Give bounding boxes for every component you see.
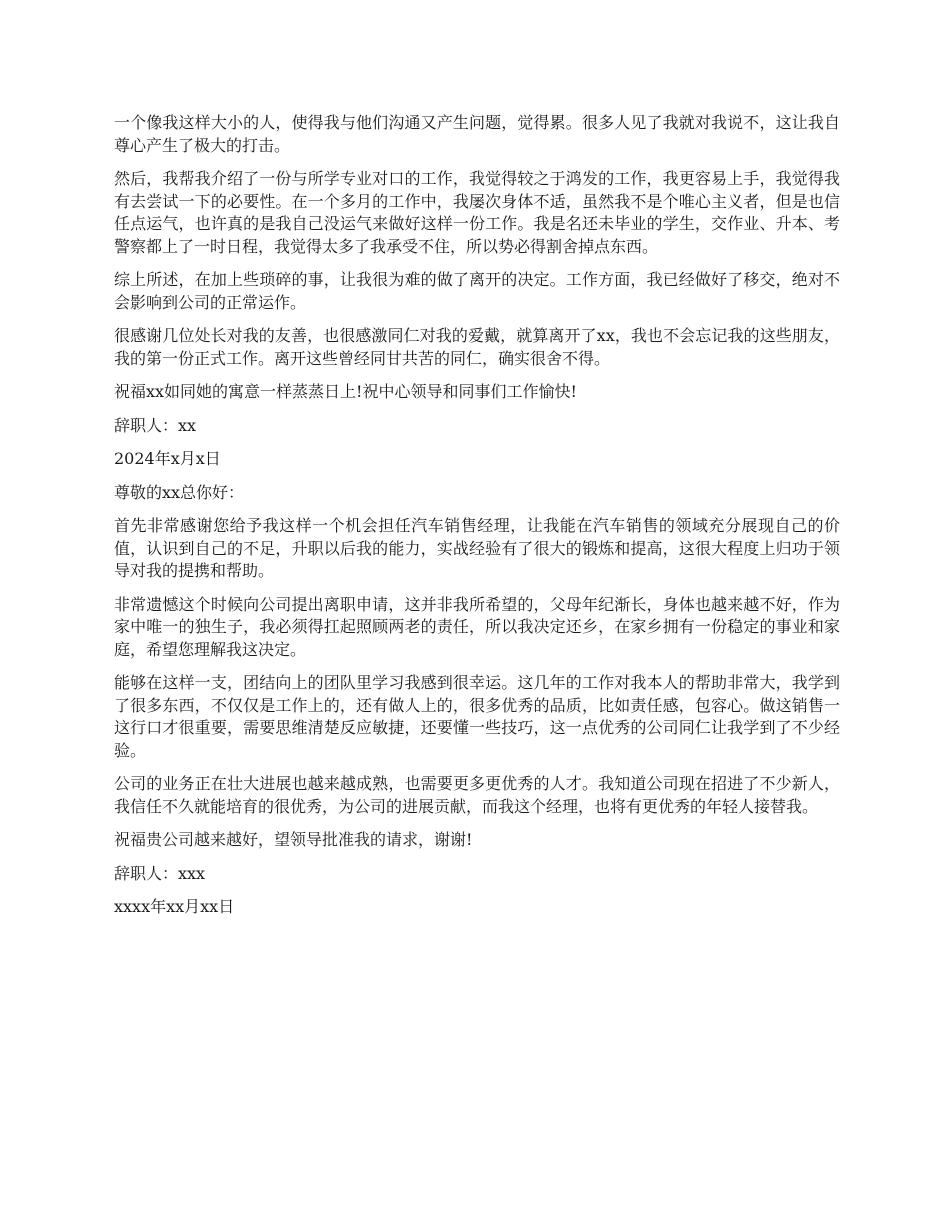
- date-line: 2024年x月x日: [114, 449, 221, 468]
- paragraph: 很感谢几位处长对我的友善，也很感激同仁对我的爱戴，就算离开了xx，我也不会忘记我的这些朋友，我的第一份正式工作。离开这些曾经同甘共苦的同仁，确实很舍不得。: [114, 326, 840, 368]
- paragraph: 公司的业务正在壮大进展也越来越成熟，也需要更多更优秀的人才。我知道公司现在招进了不少新人，我信任不久就能培育的很优秀，为公司的进展贡献，而我这个经理，也将有更优秀的年轻人接替我。: [114, 774, 840, 816]
- signature-line: 辞职人：xx: [114, 415, 197, 435]
- salutation: 尊敬的xx总你好：: [114, 482, 245, 502]
- paragraph: 综上所述，在加上些琐碎的事，让我很为难的做了离开的决定。工作方面，我已经做好了移交，绝对不会影响到公司的正常运作。: [114, 270, 840, 312]
- paragraph: 祝福贵公司越来越好，望领导批准我的请求，谢谢!: [114, 830, 473, 849]
- signature-line: 辞职人：xxx: [114, 863, 206, 883]
- paragraph: 能够在这样一支，团结向上的团队里学习我感到很幸运。这几年的工作对我本人的帮助非常大，我学到了很多东西，不仅仅是工作上的，还有做人上的，很多优秀的品质，比如责任感，包容心。做这销售一这行口才很重要，需要思维清楚反应敏捷，还要懂一些技巧，这一点优秀的公司同仁让我学到了不少经验。: [114, 673, 840, 760]
- paragraph: 祝福xx如同她的寓意一样蒸蒸日上!祝中心领导和同事们工作愉快!: [114, 382, 577, 401]
- date-line: xxxx年xx月xx日: [114, 897, 235, 916]
- paragraph: 非常遗憾这个时候向公司提出离职申请，这并非我所希望的，父母年纪渐长，身体也越来越不好，作为家中唯一的独生子，我必须得扛起照顾两老的责任，所以我决定还乡，在家乡拥有一份稳定的事业和家庭，希望您理解我这决定。: [114, 594, 840, 659]
- paragraph: 一个像我这样大小的人，使得我与他们沟通又产生问题，觉得累。很多人见了我就对我说不，这让我自尊心产生了极大的打击。: [114, 113, 840, 155]
- paragraph: 然后，我帮我介绍了一份与所学专业对口的工作，我觉得较之于鸿发的工作，我更容易上手，我觉得我有去尝试一下的必要性。在一个多月的工作中，我屡次身体不适，虽然我不是个唯心主义者，但是也信任点运气，也许真的是我自己没运气来做好这样一份工作。我是名还未毕业的学生，交作业、升本、考警察都上了一时日程，我觉得太多了我承受不住，所以势必得割舍掉点东西。: [114, 169, 840, 256]
- paragraph: 首先非常感谢您给予我这样一个机会担任汽车销售经理，让我能在汽车销售的领域充分展现自己的价值，认识到自己的不足，升职以后我的能力，实战经验有了很大的锻炼和提高，这很大程度上归功于领导对我的提携和帮助。: [114, 516, 840, 580]
- document-body: [114, 112, 840, 930]
